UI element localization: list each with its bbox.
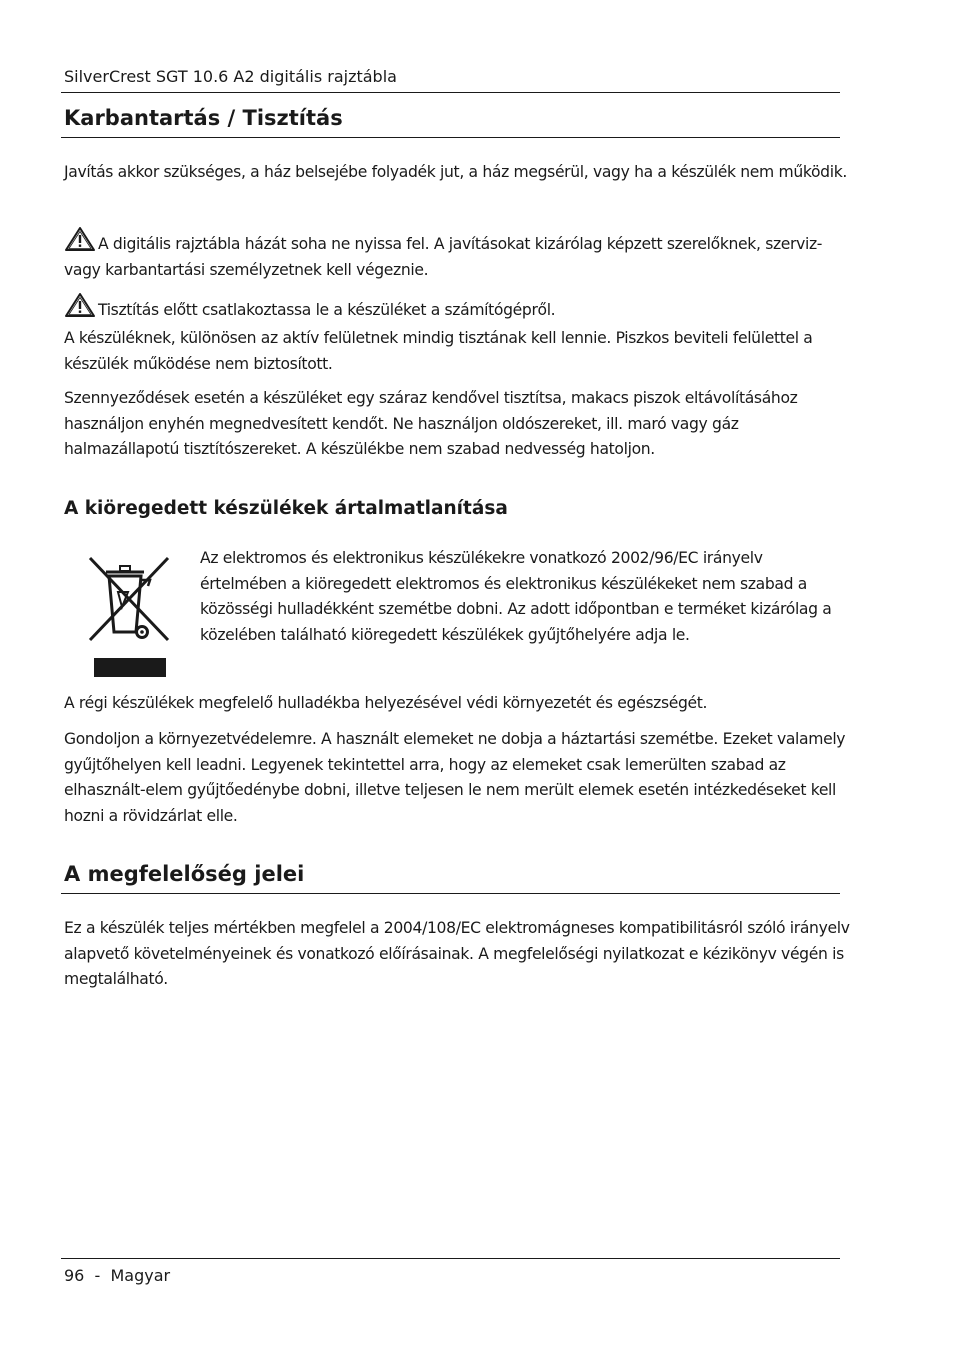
paragraph-proper-disposal: A régi készülékek megfelelő hulladékba helyezésével védi környezetét és egészségét.	[64, 694, 708, 712]
footer-divider	[61, 1258, 840, 1259]
paragraph-cleaning-instructions: Szennyeződések esetén a készüléket egy száraz kendővel tisztítsa, makacs piszok eltávolításához használjon enyhén megnedvesített kendőt. Ne használjon oldószereket, ill. maró vagy gáz halmazállapotú tisztítószereket. A készülékbe nem szabad nedvesség hatoljon.	[64, 389, 798, 459]
warning-text-disconnect: Tisztítás előtt csatlakoztassa le a készüléket a számítógépről.	[98, 301, 556, 319]
paragraph-clean-surface: A készüléknek, különösen az aktív felületnek mindig tisztának kell lennie. Piszkos beviteli felülettel a készülék működése nem biztosított.	[64, 329, 813, 373]
section-heading-disposal: A kiöregedett készülékek ártalmatlanítása	[64, 498, 508, 519]
section-heading-conformity: A megfelelőség jelei	[64, 862, 305, 886]
paragraph-repair-needed: Javítás akkor szükséges, a ház belsejébe folyadék jut, a ház megsérül, vagy ha a készülék nem működik.	[64, 163, 848, 181]
section-heading-underline	[61, 893, 840, 894]
section-heading-maintenance: Karbantartás / Tisztítás	[64, 106, 343, 130]
warning-triangle-icon	[64, 292, 96, 318]
paragraph-weee-directive: Az elektromos és elektronikus készülékekre vonatkozó 2002/96/EC irányelv értelmében a kiöregedett elektromos és elektronikus készülékeket nem szabad a közösségi hulladékként szemétbe dobni. Az adott időpontban e terméket kizárólag a közelében található kiöregedett készülékek gyűjtőhelyére adja le.	[200, 549, 832, 645]
section-heading-underline	[61, 137, 840, 138]
warning-paragraph-housing	[64, 226, 854, 283]
warning-text-housing: A digitális rajztábla házát soha ne nyissa fel. A javításokat kizárólag képzett szerelőknek, szerviz- vagy karbantartási személyzetnek kell végeznie.	[64, 235, 823, 279]
paragraph-conformity: Ez a készülék teljes mértékben megfelel a 2004/108/EC elektromágneses kompatibilitásról szóló irányelv alapvető követelményeinek és vonatkozó előírásainak. A megfelelőségi nyilatkozat e kézikönyv végén is megtalálható.	[64, 919, 850, 989]
document-title: SilverCrest SGT 10.6 A2 digitális rajztábla	[64, 67, 397, 86]
paragraph-battery-disposal: Gondoljon a környezetvédelemre. A használt elemeket ne dobja a háztartási szemétbe. Ezeket valamely gyűjtőhelyen kell leadni. Legyenek tekintettel arra, hogy az elemeket csak lemerülten szabad az elhasznált-elem gyűjtőedénybe dobni, illetve teljesen le nem merült elemek esetén intézkedéseket kell hozni a rövidzárlat elle.	[64, 730, 846, 826]
crossed-out-wheelie-bin-icon	[84, 552, 176, 680]
header-divider	[61, 92, 840, 93]
page-number: 96 - Magyar	[64, 1266, 171, 1285]
warning-paragraph-disconnect	[64, 292, 854, 324]
warning-triangle-icon	[64, 226, 96, 252]
